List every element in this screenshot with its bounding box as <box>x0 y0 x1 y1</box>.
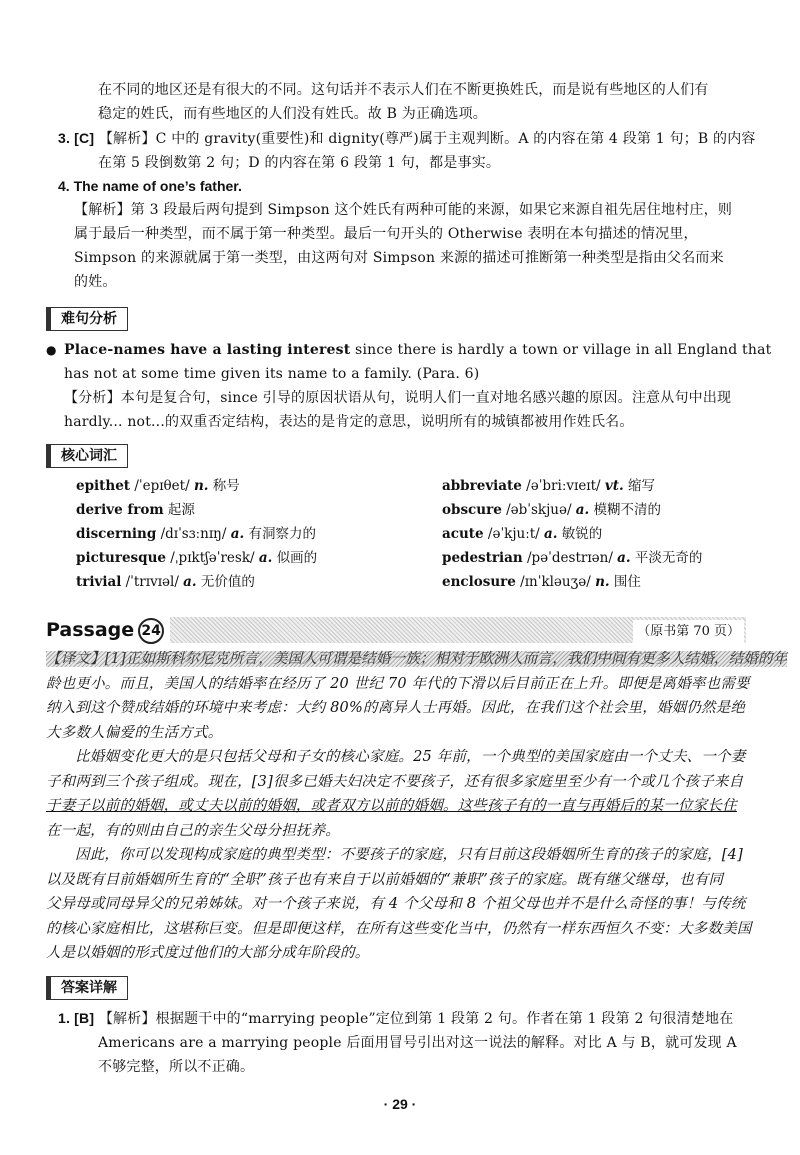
translation-line: 在一起，有的则由自己的亲生父母分担抚养。 <box>46 822 340 839</box>
vocab-item: derive from 起源 <box>76 502 195 518</box>
vocab-item: trivial /ˈtrɪvɪəl/ a. 无价值的 <box>76 574 255 590</box>
text-line: 稳定的姓氏，而有些地区的人们没有姓氏。故 B 为正确选项。 <box>98 106 487 122</box>
analysis-line: 【分析】本句是复合句，since 引导的原因状语从句，说明人们一直对地名感兴趣的原因。注意从句中出现 <box>64 390 732 406</box>
answer-explanation-line: Simpson 的来源就属于第一类型，由这两句对 Simpson 来源的描述可推断第一种类型是指由父名而来 <box>74 250 724 266</box>
translation-line: 人是以婚姻的形式度过他们的大部分成年阶段的。 <box>46 945 370 961</box>
answer-number: 1. [B] <box>58 1010 95 1026</box>
answer-explanation-line: 不够完整，所以不正确。 <box>98 1059 255 1075</box>
section-heading-difficult-sentence: 难句分析 <box>46 307 128 331</box>
section-heading-answers: 答案详解 <box>46 976 128 1000</box>
translation-line: 纳入到这个赞成结婚的环境中来考虑：大约 80%的离异人士再婚。因此，在我们这个社会里，婚姻仍然是绝 <box>46 700 746 716</box>
translation-line: 比婚姻变化更大的是只包括父母和子女的核心家庭。25 年前，一个典型的美国家庭由一个丈夫、一个妻 <box>75 749 746 765</box>
answer-4 <box>0 174 800 290</box>
page-number: · 29 · <box>383 1096 417 1112</box>
vocab-list-left <box>76 474 317 594</box>
translation-line: 大多数人偏爱的生活方式。 <box>46 724 223 741</box>
answer-explanation-line: 【解析】第 3 段最后两句提到 Simpson 这个姓氏有两种可能的来源，如果它来源自祖先居住地村庄，则 <box>74 202 733 218</box>
bullet-dot-icon: ● <box>46 343 57 357</box>
answer-title: 4. The name of one’s father. <box>58 178 242 194</box>
answer-1 <box>0 1006 800 1079</box>
answer-explanation-line: Americans are a marrying people 后面用冒号引出对这一说法的解释。对比 A 与 B，就可发现 A <box>98 1035 737 1051</box>
translation-line: 的核心家庭相比，这堪称巨变。但是即便这样，在所有这些变化当中，仍然有一样东西恒久不变：大多数美国 <box>46 920 752 937</box>
text-line: 在不同的地区还是有很大的不同。这句话并不表示人们在不断更换姓氏，而是说有些地区的人们有 <box>98 82 709 98</box>
vocab-list-right <box>442 474 702 594</box>
passage-number: 24 <box>138 618 164 644</box>
answer-3 <box>0 126 800 175</box>
translation-line: 父异母或同母异父的兄弟姊妹。对一个孩子来说，有 4 个父母和 8 个祖父母也并不是什么奇怪的事！与传统 <box>46 896 746 912</box>
translation-line: 因此，你可以发现构成家庭的典型类型：不要孩子的家庭，只有目前这段婚姻所生育的孩子的家庭，[4] <box>75 847 743 863</box>
section-heading-vocab: 核心词汇 <box>46 444 128 468</box>
sentence-text: has not at some time given its name to a family. (Para. 6) <box>64 366 480 382</box>
answer-number: 3. [C] <box>58 130 95 146</box>
vocab-item: enclosure /ɪnˈkləuʒə/ n. 围住 <box>442 574 641 590</box>
sentence-text: since there is hardly a town or village in all England that <box>350 342 772 358</box>
vocab-item: picturesque /ˌpɪktʃəˈresk/ a. 似画的 <box>76 550 318 566</box>
translation-line: 以及既有目前婚姻所生育的“全职”孩子也有来自于以前婚姻的“兼职”孩子的家庭。既有继父继母，也有同 <box>46 871 724 888</box>
translation-line: 【译文】[1]正如斯科尔尼克所言，美国人可谓是结婚一族；相对于欧洲人而言，我们中间有更多人结婚，结婚的年 <box>46 651 788 667</box>
vocab-item: discerning /dɪˈsɜːnɪŋ/ a. 有洞察力的 <box>76 526 316 542</box>
translation-line: 子和两到三个孩子组成。现在，[3]很多已婚夫妇决定不要孩子，还有很多家庭里至少有一个或几个孩子来自 <box>46 773 744 790</box>
continuation-paragraph <box>0 78 800 126</box>
vocab-item: pedestrian /pəˈdestrɪən/ a. 平淡无奇的 <box>442 550 703 566</box>
analysis-line: hardly... not...的双重否定结构，表达的是肯定的意思，说明所有的城镇都被用作姓氏名。 <box>64 414 634 430</box>
vocab-item: abbreviate /əˈbriːvɪeɪt/ vt. 缩写 <box>442 478 655 494</box>
passage-translation <box>46 647 788 966</box>
sentence-bold: Place-names have a lasting interest <box>64 342 351 358</box>
translation-line: 于妻子以前的婚姻，或丈夫以前的婚姻，或者双方以前的婚姻。这些孩子有的一直与再婚后的某一位家长住 <box>46 798 737 814</box>
vocab-item: obscure /əbˈskjuə/ a. 模糊不清的 <box>442 502 662 518</box>
translation-line: 龄也更小。而且，美国人的结婚率在经历了 20 世纪 70 年代的下滑以后目前正在上升。即便是离婚率也需要 <box>46 675 750 692</box>
difficult-sentence-block <box>0 338 800 434</box>
vocab-item: epithet /ˈepɪθet/ n. 称号 <box>76 478 240 494</box>
answer-explanation-line: 在第 5 段倒数第 2 句；D 的内容在第 6 段第 1 句，都是事实。 <box>98 155 501 171</box>
answer-explanation-line: 的姓。 <box>74 274 117 290</box>
vocab-item: acute /əˈkjuːt/ a. 敏锐的 <box>442 526 603 542</box>
passage-page-reference: （原书第 70 页） <box>633 620 744 644</box>
answer-explanation-line: 【解析】C 中的 gravity(重要性)和 dignity(尊严)属于主观判断。A 的内容在第 4 段第 1 句；B 的内容 <box>98 131 756 147</box>
passage-title: Passage 24 <box>46 617 170 643</box>
answer-explanation-line: 【解析】根据题干中的“marrying people”定位到第 1 段第 2 句。作者在第 1 段第 2 句很清楚地在 <box>98 1011 734 1027</box>
answer-explanation-line: 属于最后一种类型，而不属于第一种类型。最后一句开头的 Otherwise 表明在本句描述的情况里， <box>74 226 698 242</box>
